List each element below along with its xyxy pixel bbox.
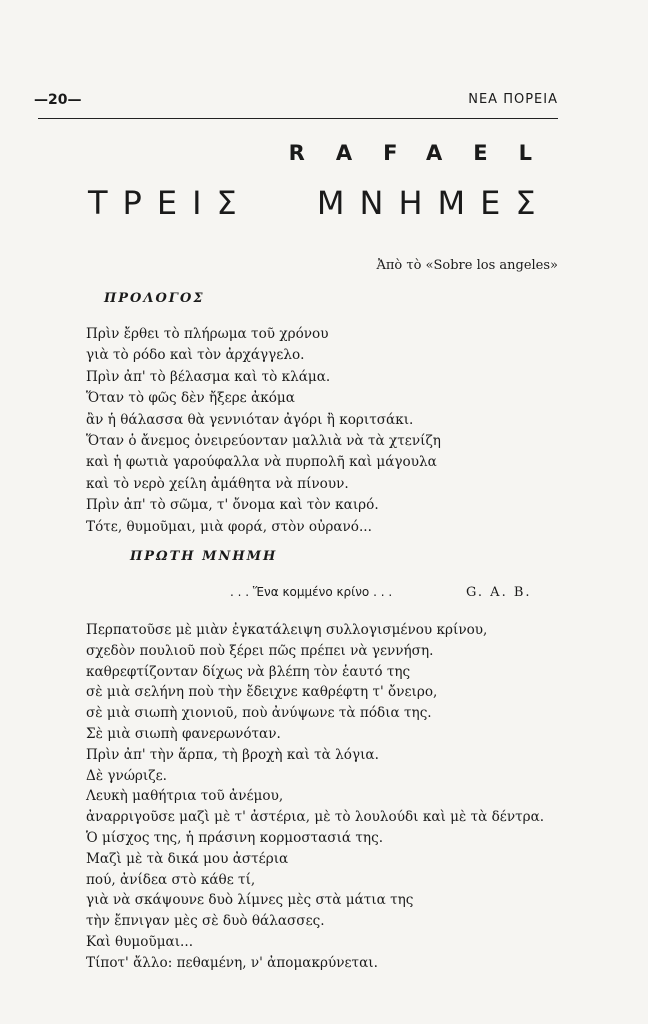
verse-line: ἀναρριγοῦσε μαζὶ μὲ τ' ἀστέρια, μὲ τὸ λουλούδι καὶ μὲ τὰ δέντρα.	[86, 809, 545, 826]
verse-line: Ὁ μίσχος της, ἡ πράσινη κορμοστασιά της.	[86, 829, 384, 846]
verse-line: Μαζὶ μὲ τὰ δικά μου ἀστέρια	[86, 850, 289, 867]
author-name: RAFAEL	[288, 141, 563, 165]
verse-line: γιὰ τὸ ρόδο καὶ τὸν ἀρχάγγελο.	[86, 347, 305, 364]
verse-line: Ὅταν τὸ φῶς δὲν ἤξερε ἀκόμα	[86, 390, 295, 407]
page-number: —20—	[34, 92, 82, 108]
verse-line: Πρὶν ἀπ' τὸ σῶμα, τ' ὄνομα καὶ τὸν καιρό.	[86, 497, 379, 514]
verse-line: πού, ἀνίδεα στὸ κάθε τί,	[86, 871, 256, 888]
verse-line: καὶ τὸ νερὸ χείλη ἀμάθητα νὰ πίνουν.	[86, 475, 349, 492]
first-memory-heading: ΠΡΩΤΗ ΜΝΗΜΗ	[130, 549, 278, 564]
quote-attribution: G. A. B.	[466, 585, 532, 600]
verse-line: Τότε, θυμοῦμαι, μιὰ φορά, στὸν οὐρανό...	[86, 518, 372, 535]
verse-line: τὴν ἔπνιγαν μὲς σὲ δυὸ θάλασσες.	[86, 913, 325, 930]
memory-quote	[230, 585, 392, 600]
verse-line: Λευκὴ μαθήτρια τοῦ ἀνέμου,	[86, 788, 284, 805]
prologue-heading: ΠΡΟΛΟΓΟΣ	[104, 291, 205, 306]
verse-line: Σὲ μιὰ σιωπὴ φανερωνόταν.	[86, 725, 281, 742]
verse-line: Πρὶν ἀπ' τὴν ἅρπα, τὴ βροχὴ καὶ τὰ λόγια.	[86, 746, 379, 763]
epigraph: Ἀπὸ τὸ «Sobre los angeles»	[376, 258, 558, 273]
verse-line: σὲ μιὰ σελήνη ποὺ τὴν ἔδειχνε καθρέφτη τ' ὄνειρο,	[86, 684, 438, 701]
first-memory-stanza	[86, 620, 544, 974]
verse-line: Τίποτ' ἄλλο: πεθαμένη, ν' ἀπομακρύνεται.	[86, 954, 378, 971]
verse-line: καὶ ἡ φωτιὰ γαρούφαλλα νὰ πυρπολῆ καὶ μάγουλα	[86, 454, 437, 471]
prologue-stanza	[86, 324, 441, 538]
verse-line: καθρεφτίζονταν δίχως νὰ βλέπη τὸν ἑαυτό της	[86, 663, 411, 680]
verse-line: σχεδὸν πουλιοῦ ποὺ ξέρει πῶς πρέπει νὰ γεννήση.	[86, 642, 434, 659]
verse-line: Καὶ θυμοῦμαι...	[86, 933, 194, 950]
journal-title: ΝΕΑ ΠΟΡΕΙΑ	[468, 92, 558, 107]
verse-line: γιὰ νὰ σκάψουνε δυὸ λίμνες μὲς στὰ μάτια της	[86, 892, 414, 909]
verse-line: Πρὶν ἀπ' τὸ βέλασμα καὶ τὸ κλάμα.	[86, 368, 331, 385]
poem-title: ΤΡΕΙΣ ΜΝΗΜΕΣ	[88, 184, 551, 222]
verse-line: Ὅταν ὁ ἄνεμος ὀνειρεύονταν μαλλιὰ νὰ τὰ χτενίζη	[86, 432, 441, 449]
header-rule	[38, 118, 558, 119]
verse-line: Δὲ γνώριζε.	[86, 767, 167, 784]
quote-text: . . . Ἕνα κομμένο κρίνο . . .	[230, 585, 393, 599]
verse-line: Πρὶν ἔρθει τὸ πλήρωμα τοῦ χρόνου	[86, 326, 329, 342]
verse-line: Περπατοῦσε μὲ μιὰν ἐγκατάλειψη συλλογισμένου κρίνου,	[86, 622, 488, 638]
verse-line: σὲ μιὰ σιωπὴ χιονιοῦ, ποὺ ἀνύψωνε τὰ πόδια της.	[86, 705, 432, 722]
verse-line: ἂν ἡ θάλασσα θὰ γεννιόταν ἀγόρι ἢ κοριτσάκι.	[86, 411, 414, 428]
